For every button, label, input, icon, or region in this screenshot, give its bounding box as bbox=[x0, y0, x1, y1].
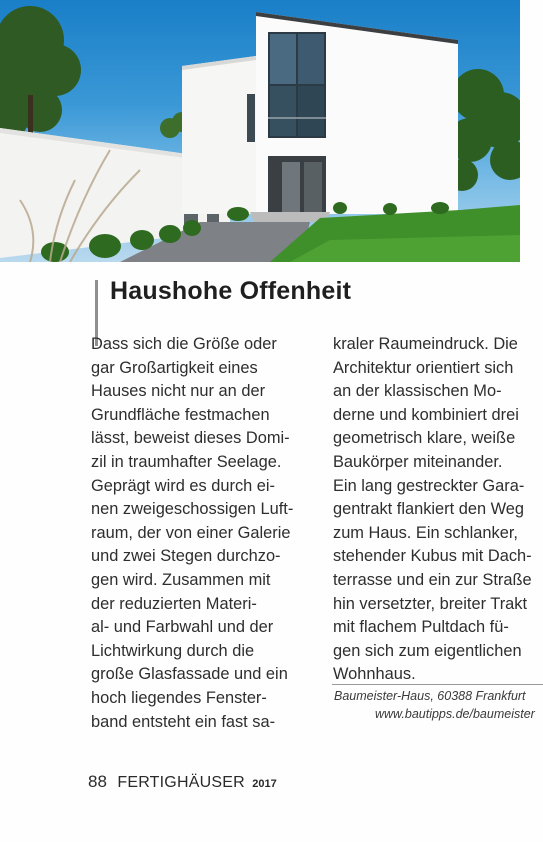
text-line: Hauses nicht nur an der bbox=[91, 382, 266, 401]
text-line: gen wird. Zusammen mit bbox=[91, 570, 271, 589]
text-line: gen sich zum eigentlichen bbox=[333, 641, 522, 660]
text-line: terrasse und ein zur Straße bbox=[333, 570, 532, 589]
text-line: Ein lang gestreckter Gara- bbox=[333, 476, 525, 495]
page-number: 88 bbox=[88, 772, 107, 791]
text-line: raum, der von einer Galerie bbox=[91, 523, 291, 542]
text-line: Architektur orientiert sich bbox=[333, 358, 514, 377]
text-line: und zwei Stegen durchzo- bbox=[91, 547, 281, 566]
text-line: der reduzierten Materi- bbox=[91, 594, 257, 613]
text-line: Dass sich die Größe oder bbox=[91, 335, 277, 353]
house-photo bbox=[0, 0, 520, 262]
text-line: stehender Kubus mit Dach- bbox=[333, 547, 532, 566]
article-title: Haushohe Offenheit bbox=[110, 277, 352, 305]
text-line: hoch liegendes Fenster- bbox=[91, 688, 267, 707]
caption-company: Baumeister-Haus, 60388 Frankfurt bbox=[334, 689, 526, 703]
text-line: al- und Farbwahl und der bbox=[91, 618, 274, 637]
text-line: geometrisch klare, weiße bbox=[333, 429, 516, 448]
text-line: Baukörper miteinander. bbox=[333, 452, 503, 471]
text-line: lässt, beweist dieses Domi- bbox=[91, 429, 290, 448]
caption-divider bbox=[332, 684, 543, 685]
text-line: nen zweigeschossigen Luft- bbox=[91, 500, 294, 519]
text-line: mit flachem Pultdach fü- bbox=[333, 618, 509, 637]
text-line: an der klassischen Mo- bbox=[333, 382, 502, 401]
article-text-left-column bbox=[91, 333, 321, 734]
text-line: Grundfläche festmachen bbox=[91, 405, 270, 424]
caption-website: www.bautipps.de/baumeister bbox=[375, 707, 535, 721]
text-line: hin versetzter, breiter Trakt bbox=[333, 594, 528, 613]
text-line: zil in traumhafter Seelage. bbox=[91, 452, 282, 471]
text-line: kraler Raumeindruck. Die bbox=[333, 335, 518, 353]
article-text-right-column bbox=[333, 333, 543, 687]
text-line: derne und kombiniert drei bbox=[333, 405, 519, 424]
text-line: große Glasfassade und ein bbox=[91, 665, 288, 684]
issue-year: 2017 bbox=[252, 778, 277, 790]
text-line: Lichtwirkung durch die bbox=[91, 641, 255, 660]
magazine-name: FERTIGHÄUSER bbox=[117, 774, 245, 791]
text-line: gar Großartigkeit eines bbox=[91, 358, 258, 377]
text-line: zum Haus. Ein schlanker, bbox=[333, 523, 518, 542]
text-line: Wohnhaus. bbox=[333, 665, 416, 684]
text-line: Geprägt wird es durch ei- bbox=[91, 476, 276, 495]
text-line: gentrakt flankiert den Weg bbox=[333, 500, 525, 519]
text-line: band entsteht ein fast sa- bbox=[91, 712, 276, 731]
page-footer bbox=[88, 772, 277, 792]
